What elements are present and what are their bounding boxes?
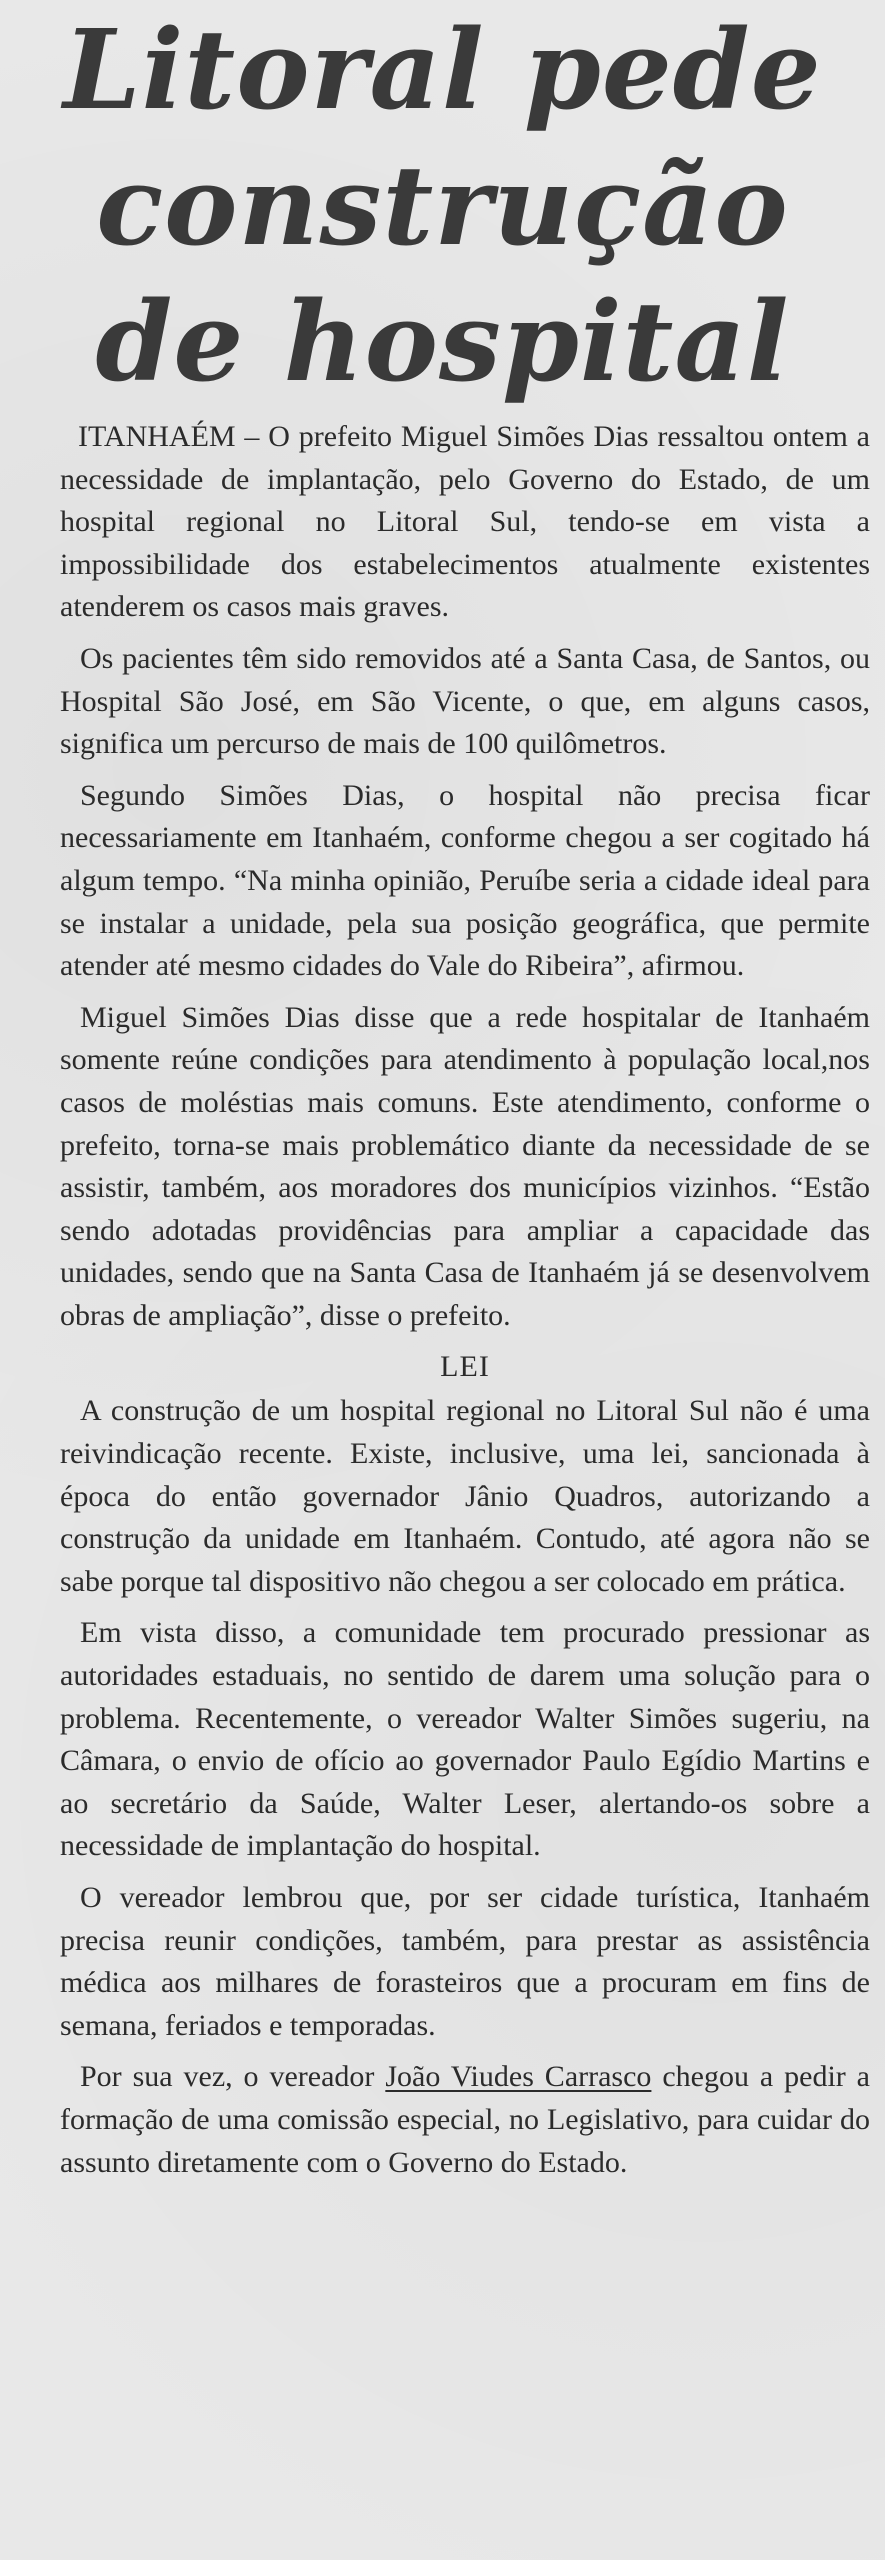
paragraph-8-start: Por sua vez, o vereador xyxy=(80,2060,386,2094)
headline xyxy=(0,0,885,410)
paragraph-8 xyxy=(60,2056,870,2184)
article-body xyxy=(60,416,870,2193)
section-subhead: LEI xyxy=(440,1350,490,1384)
paragraph-1: ITANHAÉM – O prefeito Miguel Simões Dias ressaltou ontem a necessidade de implantação, pelo Governo do Estado, de um hospital regional no Litoral Sul, tendo-se em vista a impossibilidade dos estabelecimentos atualmente existentes atenderem os casos mais graves. xyxy=(60,420,870,624)
paragraph-7: O vereador lembrou que, por ser cidade turística, Itanhaém precisa reunir condições, também, para prestar as assistência médica aos milhares de forasteiros que a procuram em fins de semana, feriados e temporadas. xyxy=(60,1881,870,2042)
underlined-name: João Viudes Carrasco xyxy=(385,2060,652,2094)
headline-line-2: construção xyxy=(96,141,789,270)
paragraph-2: Os pacientes têm sido removidos até a Santa Casa, de Santos, ou Hospital São José, em São Vicente, o que, em alguns casos, significa um percurso de mais de 100 quilômetros. xyxy=(60,641,870,761)
headline-line-3: de hospital xyxy=(95,277,790,406)
paragraph-3: Segundo Simões Dias, o hospital não precisa ficar necessariamente em Itanhaém, conforme chegou a ser cogitado há algum tempo. “Na minha opinião, Peruíbe seria a cidade ideal para se instalar a unidade, pela sua posição geográfica, que permite atender até mesmo cidades do Vale do Ribeira”, afirmou. xyxy=(60,778,870,983)
paragraph-5: A construção de um hospital regional no Litoral Sul não é uma reivindicação recente. Existe, inclusive, uma lei, sancionada à época do então governador Jânio Quadros, autorizando a construção da unidade em Itanhaém. Contudo, até agora não se sabe porque tal dispositivo não chegou a ser colocado em prática. xyxy=(60,1394,870,1598)
paragraph-8-end: chegou a pedir a formação de uma comissão especial, no Legislativo, para cuidar do assunto diretamente com o Governo do Estado. xyxy=(60,2060,871,2179)
paragraph-4: Miguel Simões Dias disse que a rede hospitalar de Itanhaém somente reúne condições para atendimento à população local,nos casos de moléstias mais comuns. Este atendimento, conforme o prefeito, torna-se mais problemático diante da necessidade de se assistir, também, aos moradores dos municípios vizinhos. “Estão sendo adotadas providências para ampliar a capacidade das unidades, sendo que na Santa Casa de Itanhaém já se desenvolvem obras de ampliação”, disse o prefeito. xyxy=(60,1000,870,1332)
headline-line-1: Litoral pede xyxy=(63,5,822,134)
paragraph-6: Em vista disso, a comunidade tem procurado pressionar as autoridades estaduais, no sentido de darem uma solução para o problema. Recentemente, o vereador Walter Simões sugeriu, na Câmara, o envio de ofício ao governador Paulo Egídio Martins e ao secretário da Saúde, Walter Leser, alertando-os sobre a necessidade de implantação do hospital. xyxy=(60,1616,870,1863)
